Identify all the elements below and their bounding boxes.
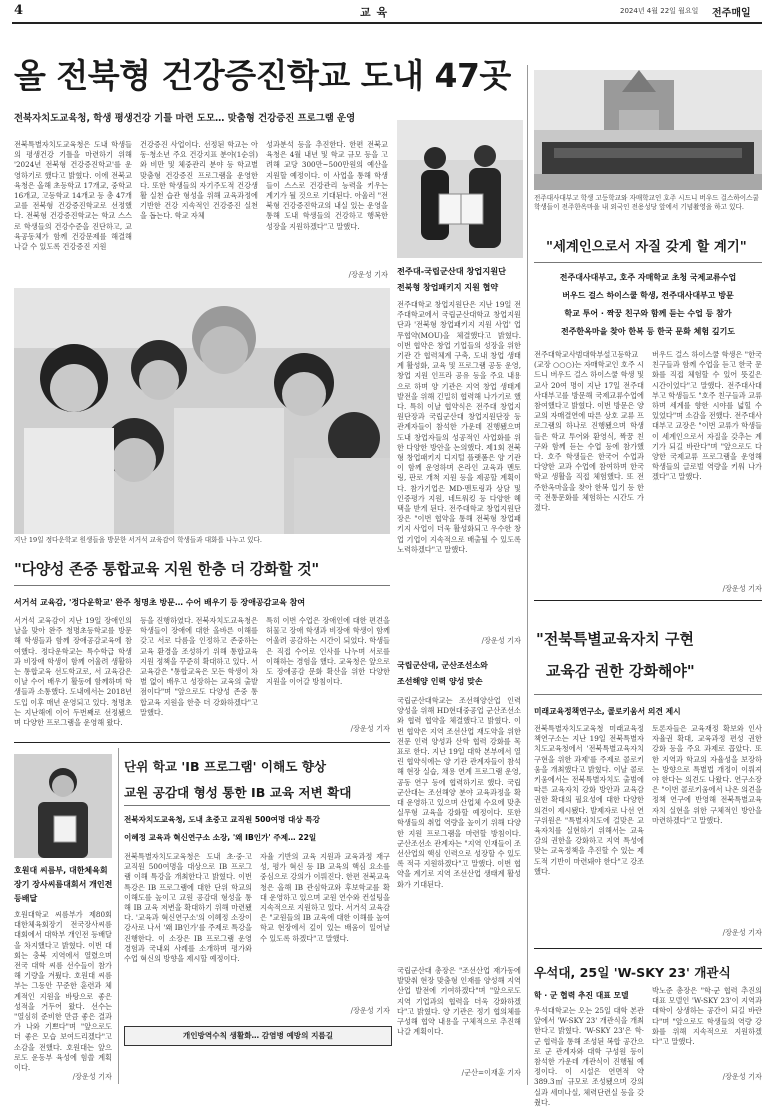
page-number: 4 (14, 3, 24, 18)
inclusive-col-2: 등을 진행하였다. 전북자치도교육청은 학생들이 장애에 대한 올바른 이해를 갖고 서로 다름을 인정하고 존중하는 교육 환경을 조성하기 위해 통합교육 지원 정책을 꾸준히 확대하고 있다. 서 교육감은 "통합교육은 모든 학생이 차별 없이 배우고 성장하는 교육의 출발점이다"며 "앞으로도 다양성 존중 통합교육 지원을 한층 더 강화하겠다"고 말했다. (140, 616, 258, 717)
exchange-col-1: 전주대학교사범대학부설고등학교(교장 ○○○)는 자매학교인 호주 시드니 버우드 걸스 하이스쿨 학생 및 교사 20여 명이 지난 17일 전주대사대부고를 방문해 국제교류수업에 참여했다고 밝혔다. 이번 방문은 양교의 자매결연에 따른 상호 교류 프로그램의 하나로 진행됐으며 학생들은 학교 투어와 환영식, 짝꿍 친구와 함께 듣는 수업 등에 참가했다. 호주 학생들은 한국어 수업과 다양한 교과 수업에 참여하며 한국 학교 생활을 직접 체험했다. 또 전주한옥마을을 찾아 한복 입기 등 한국 전통문화를 체험하는 시간도 가졌다. (534, 350, 644, 513)
inclusive-subhead: 서거석 교육감, '정다운학교' 완주 청명초 방문… 수어 배우기 등 장애공감교육 참여 (14, 598, 306, 607)
paper-name: 전주매일 (712, 8, 751, 19)
signing-byline: /장운성 기자 (481, 636, 521, 645)
wsky-subhead: 학 · 군 협력 추진 대표 모델 (534, 991, 629, 1000)
wsky-byline: /장운성 기자 (722, 1072, 762, 1081)
shipyard-title: 국립군산대, 군산조선소와 (397, 661, 488, 670)
ib-col-1: 전북특별자치도교육청은 도내 초·중·고 교직원 500여명을 대상으로 IB 프로그램 이해 특강을 개최한다고 밝혔다. 이번 특강은 IB 프로그램에 대한 단위 학교의 이해도를 높이고 교원 공감대 형성을 통해 IB 교육 저변을 확대하기 위해 마련됐다. '교육과 혁신연구소'의 이혜정 소장이 강사로 나서 '왜 IB인가'를 주제로 특강을 진행한다. 이 소장은 IB 프로그램 운영 경험과 국내외 사례를 소개하며 평가와 수업 혁신의 방향을 제시할 예정이다. (124, 852, 252, 964)
autonomy-col-1: 전북특별자치도교육청 미래교육정책연구소는 지난 19일 전북특별자치도교육청에서 '전북특별교육자치 구현을 위한 과제'를 주제로 콜로키움을 개최했다고 밝혔다. 이날 콜로키움에서는 전북특별자치도 출범에 따른 교육자치 강화 방안과 교육감 권한 확대의 필요성에 대한 다양한 의견이 제시됐다. 발제자로 나선 연구위원은 "특별자치도에 걸맞은 교육자치를 실현하기 위해서는 교육감의 권한을 강화하고 지역 특성에 맞는 교육정책을 추진할 수 있는 제도적 기반이 마련돼야 한다"고 강조했다. (534, 724, 644, 876)
section-rule-wsky (534, 948, 762, 949)
exchange-deck-4: 전주한옥마을 찾아 한복 등 한국 문화 체험 깊기도 (560, 327, 736, 336)
exchange-rule (534, 262, 762, 263)
col-divider-ib (118, 748, 119, 1084)
exchange-deck-3: 학교 투어 · 짝꿍 친구와 함께 듣는 수업 등 참가 (564, 309, 732, 318)
autonomy-rule (534, 694, 762, 695)
section-label: 교 육 (360, 6, 389, 19)
exchange-byline: /장운성 기자 (722, 584, 762, 593)
athlete-photo (14, 754, 112, 858)
signing-subtitle: 전북형 창업패키지 지원 협약 (397, 283, 499, 292)
page-header (0, 0, 774, 22)
exchange-photo (534, 70, 762, 190)
inclusive-headline: "다양성 존중 통합교육 지원 한층 더 강화할 것" (14, 560, 319, 578)
inclusive-rule (14, 585, 390, 586)
ib-col-2: 자율 기반의 교육 지원과 교육과정 재구성, 평가 혁신 등 IB 교육의 핵심 요소를 중심으로 강의가 이뤄진다. 한편 전북교육청은 올해 IB 관심학교와 후보학교를 확대 운영하고 있으며 교원 연수와 컨설팅을 지속적으로 지원하고 있다. 서거석 교육감은 "교원들의 IB 교육에 대한 이해를 높여 학교 현장에서 깊이 있는 배움이 일어날 수 있도록 하겠다"고 말했다. (260, 852, 390, 943)
exchange-deck-2: 버우드 걸스 하이스쿨 학생, 전주대사대부고 방문 (562, 291, 734, 300)
autonomy-headline-2: 교육감 권한 강화해야" (546, 662, 695, 680)
wsky-headline: 우석대, 25일 'W-SKY 23' 개관식 (534, 965, 731, 980)
ib-subhead-2: 이혜정 교육과 혁신연구소 소장, '왜 IB인가' 주제… 22일 (124, 833, 317, 842)
ib-byline: /장운성 기자 (350, 1006, 390, 1015)
ib-headline-1: 단위 학교 'IB 프로그램' 이해도 향상 (124, 759, 327, 774)
exchange-deck-1: 전주대사대부고, 호주 자매학교 초청 국제교류수업 (559, 273, 737, 282)
main-col-2: 건강증진 사업이다. 선정된 학교는 아동·청소년 주요 건강지표 분야(1순위)와 비만 및 체중관리 분야 등 학교별 맞춤형 건강증진 프로그램을 운영한다. 또한 학생들의 자기주도적 건강생활 실천 습관 형성을 위해 교육과정에 기반한 건강 지속적인 건강증진 실천을 돕는다. 학교 자체 (140, 140, 258, 221)
autonomy-subhead: 미래교육정책연구소, 콜로키움서 의견 제시 (534, 707, 681, 716)
exchange-caption: 전주대사대부고 학생 고등학교와 자매학교인 호주 시드니 버우드 걸스하이스쿨 학생들이 전주한옥마을 내 외국인 전용성당 앞에서 기념촬영을 하고 있다. (534, 194, 759, 211)
shipyard-subtitle: 조선해양 인력 양성 맞손 (397, 677, 483, 686)
col-divider-left (527, 65, 528, 1085)
ssireum-byline: /장운성 기자 (72, 1072, 112, 1081)
signing-body: 전주대학교 창업지원단은 지난 19일 전주대학교에서 국립군산대학교 창업지원단과 '전북형 창업패키지 지원 사업' 업무협약(MOU)을 체결했다고 밝혔다. 이번 협약은 창업 기업들의 성장을 위한 기관 간 협력체계 구축, 도내 창업 생태계 활성화, 교육 및 프로그램 공동 운영, 창업 지원 인프라 공유 등을 주요 내용으로 하며 양 기관은 지역 창업 생태계 발전을 위해 긴밀히 협력해 나가기로 했다. 특히 이날 협약식은 전주대 창업지원단장과 국립군산대 창업지원단장 등 관계자들이 참석한 가운데 진행됐으며 도내 창업자들의 성공적인 사업화를 위한 다양한 방안을 논의했다. 제1회 전북형 창업패키지 디지털 플랫폼은 양 기관이 함께 운영하며 온라인 교육과 멘토링, 판로 개척 지원 등을 제공할 계획이다. 참가기업은 MD·멘토링과 상담 및 인증평가 지원, 네트워킹 등 다양한 혜택을 받게 된다. 전주대학교 창업지원단장은 "이번 협약을 통해 전북형 창업패키지 사업이 더욱 활성화되고 우수한 창업 기업이 지속적으로 배출될 수 있도록 노력하겠다"고 말했다. (397, 300, 521, 554)
ib-rule (124, 805, 390, 806)
main-headline: 올 전북형 건강증진학교 도내 47곳 (14, 56, 511, 95)
exchange-headline: "세계인으로서 자질 갖게 할 계기" (546, 240, 747, 255)
shipyard-byline: /군산=이재훈 기자 (461, 1068, 521, 1077)
inclusive-byline: /장운성 기자 (350, 724, 390, 733)
campaign-band-text: 개인방역수칙 생활화… 감염병 예방의 지름길 (182, 1031, 334, 1040)
exchange-col-2: 버우드 걸스 하이스쿨 학생은 "한국 친구들과 함께 수업을 듣고 한국 문화를 직접 체험할 수 있어 뜻깊은 시간이었다"고 말했다. 전주대사대부고 학생들도 "호주 친구들과 교류하며 세계를 향한 시야를 넓힐 수 있었다"며 소감을 전했다. 전주대사대부고 교장은 "이번 교류가 학생들이 세계인으로서 자질을 갖추는 계기가 되길 바란다"며 "앞으로도 다양한 국제교류 프로그램을 운영해 학생들의 글로벌 역량을 키워 나가겠다"고 말했다. (652, 350, 762, 482)
children-caption: 지난 19일 정다운학교 원생들을 방문한 서거석 교육감이 학생들과 대화를 나누고 있다. (14, 536, 263, 544)
wsky-col-2: 박노준 총장은 "학·군 협력 추진의 대표 모델인 'W-SKY 23'이 지역과 대학이 상생하는 공간이 되길 바란다"며 "앞으로도 학생들의 역량 강화를 위해 지속적으로 지원하겠다"고 말했다. (652, 986, 762, 1047)
ssireum-body: 호원대학교 씨름부가 제80회 대한체육회장기 전국장사씨름대회에서 대학부 개인전 등배달을 차지했다고 밝혔다. 이번 대회는 충북 지역에서 열렸으며 전국 대학 씨름 선수들이 참가해 기량을 겨뤘다. 호원대 씨름부는 그동안 꾸준한 훈련과 체계적인 지원을 바탕으로 좋은 성적을 거두어 왔다. 선수는 "열심히 준비한 만큼 좋은 결과가 나와 기쁘다"며 "앞으로도 더 좋은 모습 보여드리겠다"고 소감을 전했다. 호원대는 앞으로도 운동부 육성에 힘쓸 계획이다. (14, 910, 112, 1073)
signing-photo (397, 120, 523, 258)
issue-date: 2024년 4월 22일 월요일 (620, 7, 699, 15)
autonomy-headline-1: "전북특별교육자치 구현 (536, 630, 694, 648)
section-rule-right (534, 600, 762, 601)
campaign-band (124, 1026, 392, 1046)
wsky-col-1: 우석대학교는 오는 25일 대학 본관 앞에서 'W-SKY 23' 개관식을 개최한다고 밝혔다. 'W-SKY 23'은 학·군 협력을 통해 조성된 복합 공간으로 군 관계자와 대학 구성원 등이 참석한 가운데 개관식이 진행될 예정이다. 이 시설은 연면적 약 389.3㎡ 규모로 조성됐으며 강의실과 세미나실, 체력단련실 등을 갖췄다. (534, 1006, 644, 1107)
autonomy-byline: /장운성 기자 (722, 928, 762, 937)
ib-headline-2: 교원 공감대 형성 통한 IB 교육 저변 확대 (124, 785, 352, 800)
main-subhead: 전북자치도교육청, 학생 평생건강 기틀 마련 도모… 맞춤형 건강증진 프로그램 운영 (14, 113, 356, 124)
children-photo (14, 288, 390, 534)
header-rule (12, 22, 762, 24)
main-col-1: 전북특별자치도교육청은 도내 학생들의 평생건강 기틀을 마련하기 위해 '2024년 전북형 건강증진학교'를 운영하기로 했다고 밝혔다. 이에 전북교육청은 올해 초등학교 17개교, 중학교 16개교, 고등학교 14개교 등 총 47개교를 전북형 건강증진학교로 선정했다. 전북형 건강증진학교는 학교 스스로 학생들의 건강수준을 진단하고, 교육공동체가 함께 건강문제를 해결해 나갈 수 있도록 건강증진 지원 (14, 140, 132, 252)
autonomy-col-2: 토론자들은 교육재정 확보와 인사 자율권 확대, 교육과정 편성 권한 강화 등을 주요 과제로 꼽았다. 또한 지역과 학교의 자율성을 보장하는 방향으로 특별법 개정이 이뤄져야 한다는 의견도 나왔다. 연구소장은 "이번 콜로키움에서 나온 의견을 정책 연구에 반영해 전북특별교육자치 실현을 위한 구체적인 방안을 마련하겠다"고 말했다. (652, 724, 762, 825)
shipyard-col-1: 국립군산대학교는 조선해양산업 인력 양성을 위해 HD현대중공업 군산조선소와 협력 협약을 체결했다고 밝혔다. 이번 협약은 지역 조선산업 재도약을 위한 전문 인력 양성과 산학 협력 강화를 목표로 한다. 지난 19일 대학 본부에서 열린 협약식에는 양 기관 관계자들이 참석해 현장 실습, 채용 연계 프로그램 운영, 공동 연구 등에 협력하기로 했다. 국립군산대는 조선해양 분야 교육과정을 확대 운영하고 있으며 산업체 수요에 맞춘 실무형 교육을 강화할 예정이다. 또한 학생들의 취업 역량을 높이기 위해 다양한 지원 프로그램을 마련할 방침이다. 군산조선소 관계자는 "지역 인재들이 조선산업의 핵심 인력으로 성장할 수 있도록 적극 지원하겠다"고 말했다. 이번 협약을 계기로 지역 조선산업 생태계 활성화가 기대된다. (397, 696, 521, 889)
section-rule-mid (14, 742, 390, 743)
inclusive-col-3: 특히 이번 수업은 장애인에 대한 편견을 허물고 장애 학생과 비장애 학생이 함께 어울려 공감하는 시간이 되었다. 학생들은 직접 수어로 인사를 나누며 서로를 이해하는 경험을 했다. 교육청은 앞으로도 장애공감 문화 확산을 위한 다양한 지원을 이어갈 방침이다. (266, 616, 390, 687)
signing-title: 전주대-국립군산대 창업지원단 (397, 266, 507, 276)
main-byline: /장운성 기자 (348, 270, 388, 279)
shipyard-col-2: 국립군산대 총장은 "조선산업 재가동에 발맞춰 현장 맞춤형 인재를 양성해 지역 산업 발전에 기여하겠다"며 "앞으로도 지역 기업과의 협력을 더욱 강화하겠다"고 밝혔다. 양 기관은 정기 협의체를 구성해 협약 내용을 구체적으로 추진해 나갈 계획이다. (397, 966, 521, 1037)
ib-subhead-1: 전북자치도교육청, 도내 초중고 교직원 500여명 대상 특강 (124, 815, 320, 824)
ssireum-headline: 호원대 씨름부, 대한체육회장기 장사씨름대회서 개인전 등배달 (14, 866, 113, 903)
main-col-3: 성과분석 등을 추진한다. 한편 전북교육청은 4월 내년 및 학교 규모 등을 고려해 교당 300만~500만원의 예산을 지원할 예정이다. 이 사업을 통해 학생들이 스스로 건강관리 능력을 키우는 계기가 될 것으로 기대된다. 아울러 "전북형 건강증진학교의 내실 있는 운영을 통해 도내 학생들의 건강하고 행복한 성장을 지원하겠다"고 말했다. (266, 140, 388, 231)
inclusive-col-1: 서거석 교육감이 지난 19일 장애인의 날을 맞아 완주 청명초등학교를 방문해 학생들과 함께 장애공감교육에 참여했다. 정다운학교는 특수학급 학생과 비장애 학생이 함께 어울려 생활하는 통합교육 선도학교로, 서 교육감은 이날 수어 배우기 활동에 함께하며 학생들과 소통했다. 도내에서는 2018년 도입 이후 매년 운영되고 있다. 청명초는 지난해에 이어 두번째로 선정됐으며 다양한 프로그램을 운영해 왔다. (14, 616, 132, 728)
